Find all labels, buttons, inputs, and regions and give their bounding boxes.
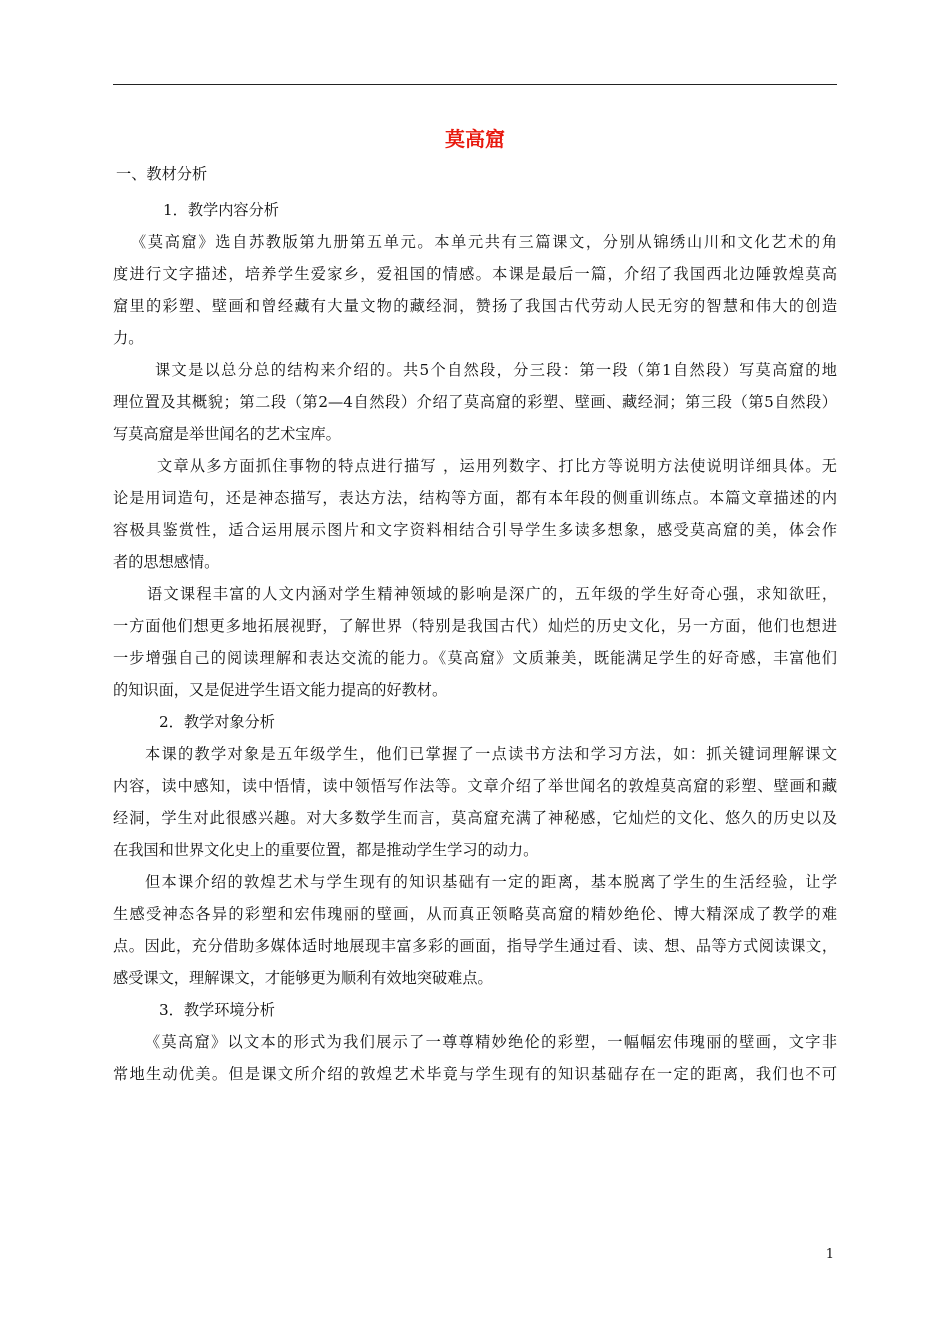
paragraph-line: 在我国和世界文化史上的重要位置，都是推动学生学习的动力。 [113,841,539,859]
paragraph-4 [113,578,837,706]
document-title: 莫高窟 [445,127,505,151]
paragraph-line: 一方面他们想更多地拓展视野，了解世界（特别是我国古代）灿烂的历史文化，另一方面，他们也想进 [113,617,837,635]
paragraph-line: 《莫高窟》以文本的形式为我们展示了一尊尊精妙绝伦的彩塑，一幅幅宏伟瑰丽的壁画，文字非 [145,1033,837,1051]
header-rule [113,84,837,85]
paragraph-line: 理位置及其概貌；第二段（第2—4自然段）介绍了莫高窟的彩塑、壁画、藏经洞；第三段（第5自然段） [113,393,837,411]
paragraph-1 [113,226,837,354]
paragraph-2 [113,354,837,450]
paragraph-line: 经洞，学生对此很感兴趣。对大多数学生而言，莫高窟充满了神秘感，它灿烂的文化、悠久的历史以及 [113,809,837,827]
paragraph-line: 生感受神态各异的彩塑和宏伟瑰丽的壁画，从而真正领略莫高窟的精妙绝伦、博大精深成了教学的难 [113,905,837,923]
paragraph-line: 内容，读中感知，读中悟情，读中领悟写作法等。文章介绍了举世闻名的敦煌莫高窟的彩塑、壁画和藏 [113,777,837,795]
paragraph-line: 语文课程丰富的人文内涵对学生精神领域的影响是深广的，五年级的学生好奇心强，求知欲旺， [147,585,837,603]
paragraph-line: 容极具鉴赏性，适合运用展示图片和文字资料相结合引导学生多读多想象，感受莫高窟的美，体会作 [113,521,837,539]
paragraph-line: 常地生动优美。但是课文所介绍的敦煌艺术毕竟与学生现有的知识基础存在一定的距离，我们也不可 [113,1065,837,1083]
paragraph-5 [113,738,837,866]
paragraph-line: 者的思想感情。 [113,553,220,571]
paragraph-line: 写莫高窟是举世闻名的艺术宝库。 [113,425,341,443]
paragraph-line: 窟里的彩塑、壁画和曾经藏有大量文物的藏经洞，赞扬了我国古代劳动人民无穷的智慧和伟大的创造 [113,297,837,315]
section-heading: 一、教材分析 [116,165,208,183]
subheading-content-analysis: 1．教学内容分析 [163,201,279,219]
subheading-audience-analysis: 2．教学对象分析 [159,713,275,731]
paragraph-7 [113,1026,837,1090]
paragraph-line: 《莫高窟》选自苏教版第九册第五单元。本单元共有三篇课文，分别从锦绣山川和文化艺术的角 [131,233,837,251]
paragraph-line: 点。因此，充分借助多媒体适时地展现丰富多彩的画面，指导学生通过看、读、想、品等方式阅读课文， [113,937,837,955]
page-number: 1 [825,1247,834,1262]
document-body [113,194,837,1090]
paragraph-6 [113,866,837,994]
paragraph-line: 但本课介绍的敦煌艺术与学生现有的知识基础有一定的距离，基本脱离了学生的生活经验，让学 [145,873,837,891]
paragraph-line: 一步增强自己的阅读理解和表达交流的能力。《莫高窟》文质兼美，既能满足学生的好奇感，丰富他们 [113,649,837,667]
paragraph-line: 文章从多方面抓住事物的特点进行描写 ，运用列数字、打比方等说明方法使说明详细具体。无 [157,457,837,475]
paragraph-line: 力。 [113,329,144,347]
paragraph-line: 本课的教学对象是五年级学生，他们已掌握了一点读书方法和学习方法，如：抓关键词理解课文 [145,745,837,763]
subheading-environment-analysis: 3．教学环境分析 [159,1001,275,1019]
paragraph-line: 感受课文，理解课文，才能够更为顺利有效地突破难点。 [113,969,493,987]
paragraph-3 [113,450,837,578]
paragraph-line: 度进行文字描述，培养学生爱家乡，爱祖国的情感。本课是最后一篇，介绍了我国西北边陲敦煌莫高 [113,265,837,283]
paragraph-line: 论是用词造句，还是神态描写，表达方法，结构等方面，都有本年段的侧重训练点。本篇文章描述的内 [113,489,837,507]
paragraph-line: 的知识面，又是促进学生语文能力提高的好教材。 [113,681,448,699]
paragraph-line: 课文是以总分总的结构来介绍的。共5个自然段，分三段：第一段（第1自然段）写莫高窟的地 [155,361,837,379]
